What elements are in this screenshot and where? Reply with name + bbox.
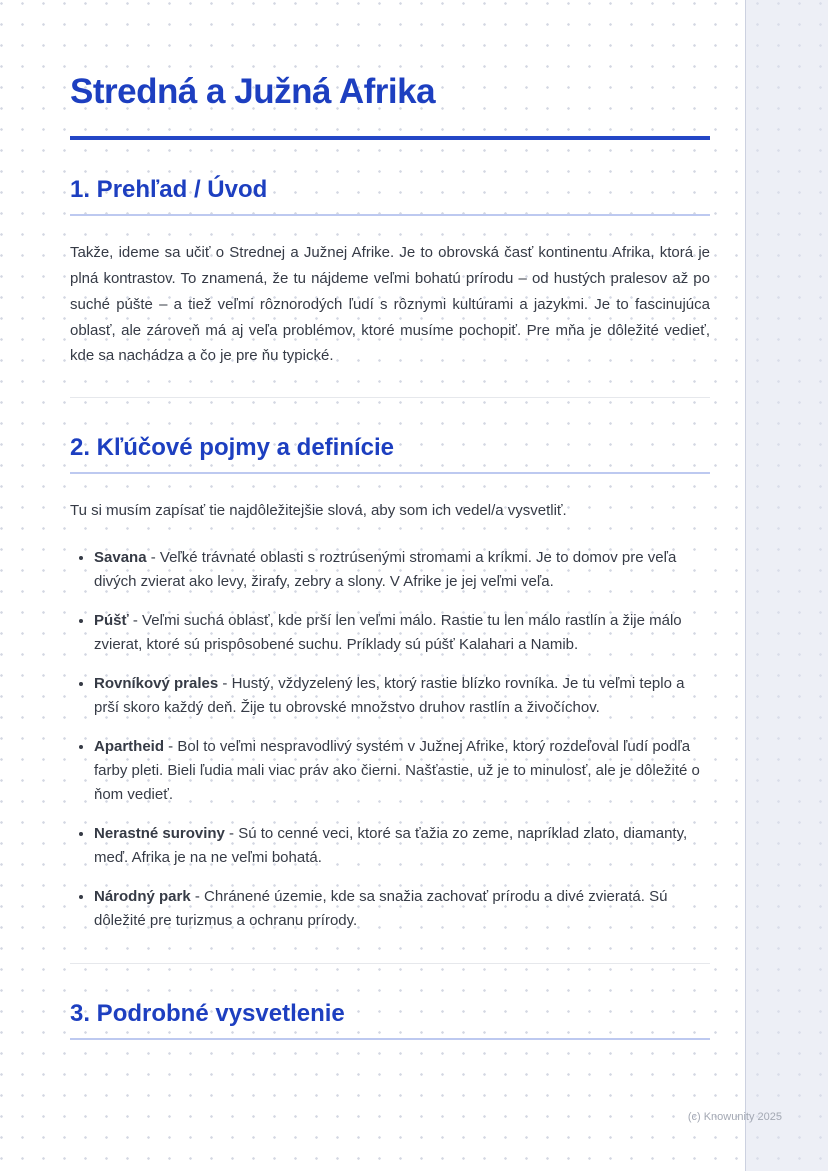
term-separator: - (224, 825, 239, 843)
term-label: Rovníkový prales (94, 675, 219, 693)
term-item-rovnikovy-prales (94, 672, 710, 720)
page-title: Stredná a Južná Afrika (70, 72, 436, 111)
term-definition: Sú to cenné veci, ktoré sa ťažia zo zeme, napríklad zlato, diamanty, meď. Afrika je na ne veľmi bohatá. (94, 825, 688, 867)
term-separator: - (128, 612, 143, 630)
term-label: Národný park (94, 888, 191, 906)
term-separator: - (146, 549, 160, 567)
term-item-savana (94, 546, 710, 594)
section-key-terms (70, 434, 710, 933)
overview-paragraph: Takže, ideme sa učiť o Strednej a Južnej Afrike. Je to obrovská časť kontinentu Afrika, ktorá je plná kontrastov. To znamená, že tu nájdeme veľmi bohatú prírodu – od hustých pralesov až po suché púšte – a tiež veľmi rôznorodých ľudí s rôznymi kultúrami a jazykmi. Je to fascinujúca oblasť, ale zároveň má aj veľa problémov, ktoré musíme pochopiť. Pre mňa je dôležité vedieť, kde sa nachádza a čo je pre ňu typické. (70, 244, 710, 365)
section-detailed-explanation (70, 1000, 710, 1040)
term-item-narodny-park (94, 885, 710, 933)
term-label: Savana (94, 549, 147, 567)
title-rule (70, 136, 710, 140)
section-divider (70, 963, 710, 964)
section-heading-overview: 1. Prehľad / Úvod (70, 176, 710, 216)
terms-list (70, 546, 710, 933)
section-overview (70, 176, 710, 369)
section-heading-detailed-explanation: 3. Podrobné vysvetlenie (70, 1000, 710, 1040)
term-definition: Bol to veľmi nespravodlivý systém v Južnej Afrike, ktorý rozdeľoval ľudí podľa farby pleti. Bieli ľudia mali viac práv ako čierni. Našťastie, už je to minulosť, ale je dôležité o ňom vedieť. (94, 738, 700, 804)
section-heading-key-terms: 2. Kľúčové pojmy a definície (70, 434, 710, 474)
term-item-pust (94, 609, 710, 657)
term-item-apartheid (94, 735, 710, 807)
term-separator: - (164, 738, 178, 756)
section-divider (70, 397, 710, 398)
key-terms-intro: Tu si musím zapísať tie najdôležitejšie slová, aby som ich vedel/a vysvetliť. (70, 502, 567, 520)
term-label: Apartheid (94, 738, 165, 756)
term-separator: - (218, 675, 232, 693)
term-separator: - (190, 888, 205, 906)
term-label: Púšť (94, 612, 129, 630)
term-definition: Veľmi suchá oblasť, kde prší len veľmi málo. Rastie tu len málo rastlín a žije málo zvierat, ktoré sú prispôsobené suchu. Príklady sú púšť Kalahari a Namib. (94, 612, 682, 654)
term-label: Nerastné suroviny (94, 825, 225, 843)
term-definition: Chránené územie, kde sa snažia zachovať prírodu a divé zvieratá. Sú dôležité pre turizmus a ochranu prírody. (94, 888, 668, 930)
term-definition: Hustý, vždyzelený les, ktorý rastie blízko rovníka. Je tu veľmi teplo a prší skoro každý deň. Žije tu obrovské množstvo druhov rastlín a živočíchov. (94, 675, 685, 717)
term-definition: Veľké trávnaté oblasti s roztrúsenými stromami a kríkmi. Je to domov pre veľa divých zvierat ako levy, žirafy, zebry a slony. V Afrike je jej veľmi veľa. (94, 549, 677, 591)
term-item-nerastne-suroviny (94, 822, 710, 870)
copyright-watermark: (c) Knowunity 2025 (687, 1111, 782, 1123)
